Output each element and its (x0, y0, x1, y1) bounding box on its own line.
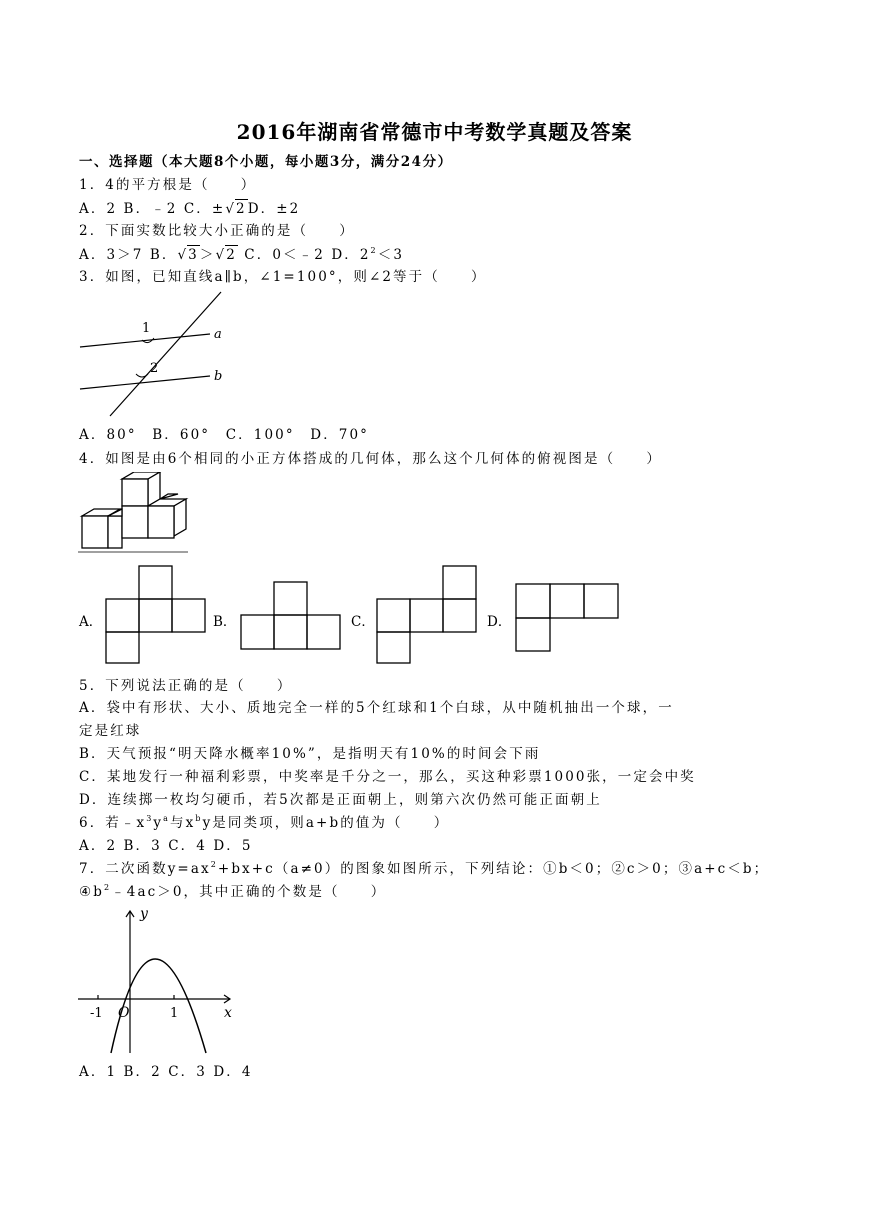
q4-label-c: C． (351, 614, 375, 630)
q5-option-a-cont: 定是红球 (79, 723, 142, 739)
transversal-line (110, 292, 221, 416)
angle-2-arc (136, 374, 148, 377)
q4-label-b: B． (213, 614, 237, 630)
page-title: 2016年湖南省常德市中考数学真题及答案 (236, 120, 633, 144)
y-axis-label: y (140, 906, 148, 922)
q2-option-c: C．0＜﹣2 (244, 247, 325, 263)
q3-stem: 3．如图，已知直线a∥b，∠1=100°，则∠2等于（ ） (79, 269, 487, 285)
q5-option-d: D．连续掷一枚均匀硬币，若5次都是正面朝上，则第六次仍然可能正面朝上 (79, 792, 602, 808)
line-b (80, 376, 210, 389)
line-b-label: b (214, 369, 223, 384)
section-heading: 一、选择题（本大题8个小题，每小题3分，满分24分） (79, 154, 453, 170)
q4-label-a: A． (79, 614, 103, 630)
q6-stem: 6．若$﹣x^3y^a$与$x^by$是同类项，则a+b的值为（ ） (79, 814, 450, 831)
q4-label-d: D． (487, 614, 512, 630)
option-a-grid (105, 565, 209, 665)
angle-2-label: 2 (150, 361, 159, 376)
option-c-grid (376, 565, 480, 665)
sqrt-symbol: √2 (225, 201, 247, 217)
angle-1-label: 1 (142, 321, 151, 336)
q5-stem: 5．下列说法正确的是（ ） (79, 678, 293, 694)
q4-stem: 4．如图是由6个相同的小正方体搭成的几何体，那么这个几何体的俯视图是（ ） (79, 451, 662, 467)
parabola-graph (78, 905, 238, 1055)
q2-option-d: D．$2^2<3$ (331, 246, 405, 263)
q1-option-b: B．﹣2 (123, 201, 178, 217)
parallel-lines-figure (78, 290, 238, 420)
q2-options: A．3＞7 B．√3＞√2 C．0＜﹣2 D．$2^2<3$ (79, 246, 405, 263)
q7-stem-cont: $④b^2﹣4ac>0$，其中正确的个数是（ ） (79, 883, 387, 900)
q2-option-b: B． (149, 247, 178, 263)
q7-options: A．1 B．2 C．3 D．4 (79, 1064, 253, 1080)
q1-options (79, 199, 300, 218)
q1-option-a: A．2 (79, 201, 118, 217)
option-d-grid (515, 583, 621, 653)
q1-option-d: D．±2 (247, 201, 301, 217)
neg1-label: -1 (90, 1006, 103, 1021)
sqrt-symbol: √2 (215, 247, 237, 263)
q2-option-a: A．3＞7 (79, 247, 144, 263)
q1-stem: 1．4的平方根是（ ） (79, 177, 257, 193)
x-axis-label: x (224, 1005, 232, 1021)
option-b-grid (240, 581, 344, 653)
q2-stem: 2．下面实数比较大小正确的是（ ） (79, 223, 355, 239)
q7-stem: 7．二次函数$y=ax^2+bx+c(a\ne 0)$的图象如图所示，下列结论：①b＜0；②c＞0；③a+c＜b； (79, 860, 770, 877)
q5-option-c: C．某地发行一种福利彩票，中奖率是千分之一，那么，买这种彩票1000张，一定会中奖 (79, 769, 696, 785)
q5-option-b: B．天气预报“明天降水概率10%”，是指明天有10%的时间会下雨 (79, 746, 541, 762)
q6-options: A．2 B．3 C．4 D．5 (79, 838, 253, 854)
q5-option-a: A．袋中有形状、大小、质地完全一样的5个红球和1个白球，从中随机抽出一个球，一 (79, 700, 674, 716)
origin-label: O (118, 1005, 130, 1021)
q3-options: A．80° B．60° C．100° D．70° (79, 427, 370, 443)
line-a-label: a (214, 327, 222, 342)
cube-solid-figure (78, 472, 193, 556)
q1-option-c: C．± (183, 201, 226, 217)
one-label: 1 (170, 1006, 179, 1021)
sqrt-symbol: √3 (177, 247, 199, 263)
